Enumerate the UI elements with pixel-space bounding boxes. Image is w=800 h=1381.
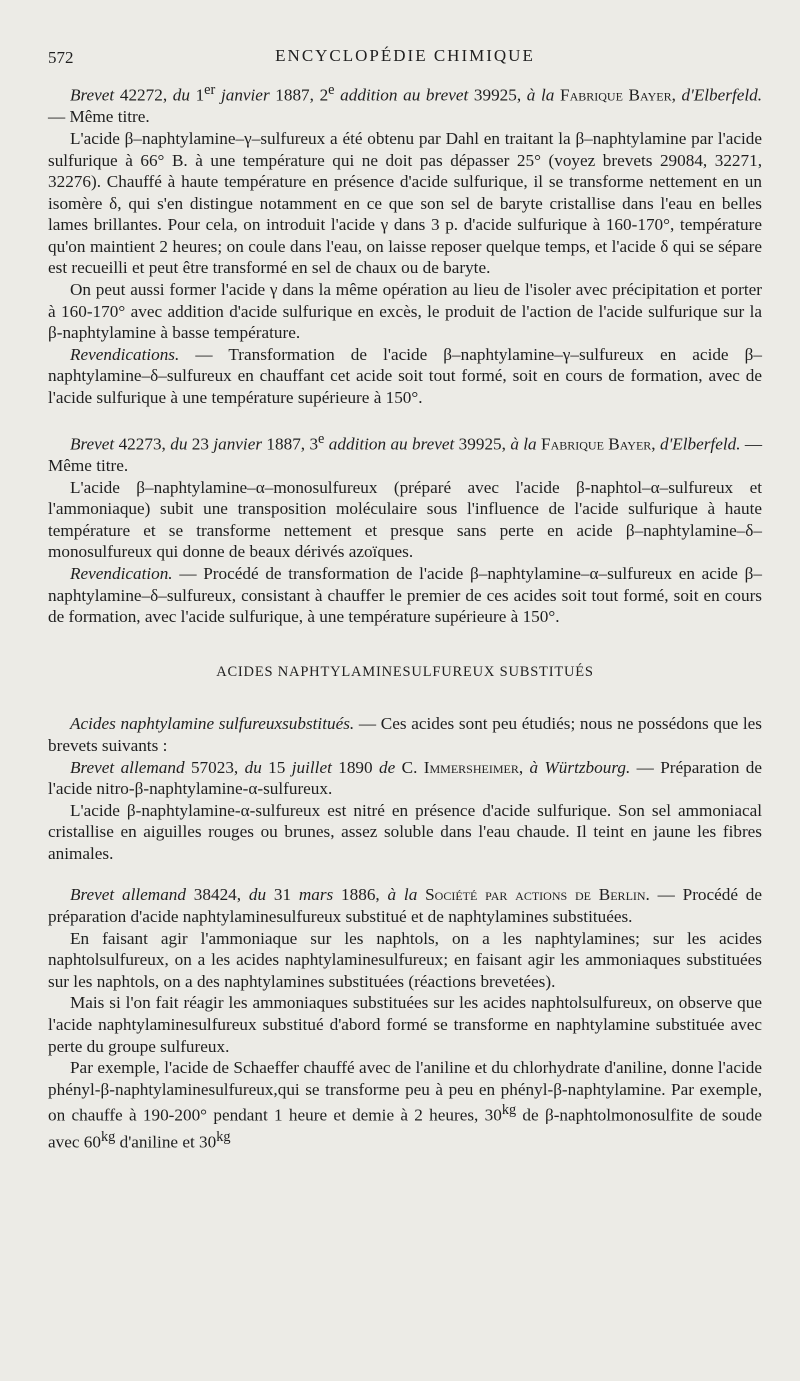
page-number: 572 xyxy=(48,48,74,67)
heading-part: 42273, xyxy=(118,434,171,454)
patent-entry xyxy=(48,429,762,628)
heading-part: Société par actions de Berlin. xyxy=(425,885,658,905)
body-paragraph: On peut aussi former l'acide γ dans la même opération au lieu de l'isoler avec précipitation et porter à 160-170° avec addition d'acide sulfurique en excès, le produit de l'action de l'acide sulfurique sur la β-naphtylamine à basse température. xyxy=(48,280,762,343)
heading-part: juillet xyxy=(291,757,339,777)
heading-part: C. xyxy=(401,757,424,777)
heading-part: 23 xyxy=(191,434,214,454)
patent-heading xyxy=(48,80,762,128)
intro-text: — Ces acides sont peu étudiés; nous ne possédons que les brevets suivants : xyxy=(48,714,762,755)
section-title: ACIDES NAPHTYLAMINESULFUREUX SUBSTITUÉS xyxy=(216,663,594,680)
claim-paragraph xyxy=(48,563,762,628)
heading-part: 38424, xyxy=(193,885,249,905)
body-paragraph: Par exemple, l'acide de Schaeffer chauffé avec de l'aniline et du chlorhydrate d'aniline, donne l'acide phényl-β-naphtylaminesulfureux,qui se transforme peu à peu en phényl-β-naphtylamine. Par exemple, on chauffe à 190-200° pendant 1 heure et demie à 2 heures, $30^{kg}$ de β-naphtolmonosulfite de soude avec $60^{kg}$ d'aniline et $30^{kg}$ xyxy=(48,1058,762,1152)
body-paragraph: En faisant agir l'ammoniaque sur les naphtols, on a les naphtylamines; sur les acides naphtolsulfureux, on a les acides naphtylaminesulfureux; en faisant agir les ammoniaques substituées sur les naphtols, on a des naphtylamines substituées (réactions brevetées). xyxy=(48,928,762,991)
heading-part: Immersheimer, xyxy=(423,757,530,777)
heading-part: à la xyxy=(387,885,426,905)
heading-part: addition au brevet xyxy=(334,85,474,105)
heading-part: e xyxy=(328,82,335,98)
heading-part: e xyxy=(318,430,325,447)
body-paragraph: L'acide β–naphtylamine–α–monosulfureux (préparé avec l'acide β-naphtol–α–sulfureux et l'ammoniaque) subit une transposition moléculaire sous l'influence de l'acide sulfurique à haute température et se transforme nettement et presque sans perte en acide β–naphtylamine–δ–monosulfureux qui donne de beaux dérivés azoïques. xyxy=(48,477,762,562)
heading-part: du xyxy=(172,85,196,105)
heading-part: janvier xyxy=(213,434,267,454)
heading-part: du xyxy=(248,885,274,905)
page-header xyxy=(48,36,762,66)
heading-part: à la xyxy=(526,85,561,105)
heading-part: mars xyxy=(298,885,342,905)
patent-entry xyxy=(48,757,762,865)
heading-part: 57023, xyxy=(190,757,245,777)
heading-part: er xyxy=(204,82,216,98)
section-intro xyxy=(48,713,762,756)
heading-part: à Würtzbourg. xyxy=(529,757,637,777)
claim-label: Revendications. xyxy=(70,344,180,364)
body-paragraph: L'acide β–naphtylamine–γ–sulfureux a été obtenu par Dahl en traitant la β–naphtylamine par l'acide sulfurique à 66° B. à une température qui ne doit pas dépasser 25° (voyez brevets 29084, 32271, 32276). Chauffé à haute température en présence d'acide sulfurique, il se transforme nettement en un isomère δ, qui s'en distingue notamment en ce que son sel de baryte cristallise dans l'eau en belles lames brillantes. Pour cela, on introduit l'acide γ dans 3 p. d'acide sulfurique à 160-170°, température qu'on maintient 2 heures; on coule dans l'eau, on laisse reposer quelque temps, et l'acide δ qui se sépare est recueilli et peut être transformé en sel de chaux ou de baryte. xyxy=(48,128,762,278)
page-body xyxy=(48,80,762,1153)
heading-part: Fabrique Bayer, xyxy=(541,434,660,454)
heading-part: de xyxy=(379,757,402,777)
heading-part: 15 xyxy=(268,757,292,777)
claim-text: — Transformation de l'acide β–naphtylamine–γ–sulfureux en acide β–naphtylamine–δ–sulfureux en chauffant cet acide soit tout formé, soit en cours de formation, avec de l'acide sulfurique à une température supérieure à 150°. xyxy=(48,344,762,408)
body-paragraph: Mais si l'on fait réagir les ammoniaques substituées sur les acides naphtolsulfureux, on observe que l'acide naphtylaminesulfureux substitué d'abord formé se transforme en naphtylamine substituée avec perte du groupe sulfureux. xyxy=(48,993,762,1056)
claim-text: — Procédé de transformation de l'acide β–naphtylamine–α–sulfureux en acide β–naphtylamine–δ–sulfureux, consistant à chauffer le premier de ces acides soit tout formé, soit en cours de formation, avec l'acide sulfurique, à une température supérieure à 150°. xyxy=(48,563,762,627)
heading-part: — Même titre. xyxy=(48,434,763,475)
patent-heading xyxy=(48,429,762,477)
heading-part: à la xyxy=(510,434,542,454)
patent-entry xyxy=(48,884,762,1153)
heading-part: — Préparation de l'acide nitro-β-naphtylamine-α-sulfureux. xyxy=(48,757,763,799)
patent-entry xyxy=(48,80,762,409)
heading-part: 39925, xyxy=(473,85,527,105)
heading-part: — Procédé de préparation d'acide naphtylaminesulfureux substitué et de naphtylamines substituées. xyxy=(48,885,763,927)
heading-part: Fabrique Bayer, xyxy=(560,85,682,105)
patent-list-1 xyxy=(48,80,762,628)
claim-paragraph xyxy=(48,344,762,409)
heading-part: addition au brevet xyxy=(324,434,459,454)
heading-part: d'Elberfeld. xyxy=(659,434,745,454)
heading-part: 1 xyxy=(195,85,205,105)
heading-part: 39925, xyxy=(458,434,511,454)
heading-part: du xyxy=(244,757,269,777)
heading-part: d'Elberfeld. xyxy=(681,85,763,105)
heading-part: 1887, 2 xyxy=(275,85,329,105)
patent-list-2 xyxy=(48,757,762,1154)
heading-part: du xyxy=(170,434,192,454)
heading-part: 31 xyxy=(273,885,299,905)
patent-heading xyxy=(48,757,762,800)
heading-part: 1886, xyxy=(341,885,388,905)
heading-part: janvier xyxy=(215,85,276,105)
patent-heading xyxy=(48,884,762,927)
heading-part: Brevet xyxy=(70,85,120,105)
claim-label: Revendication. xyxy=(70,563,173,583)
heading-part: Brevet allemand xyxy=(70,757,191,777)
body-paragraph: L'acide β-naphtylamine-α-sulfureux est nitré en présence d'acide sulfurique. Son sel ammoniacal cristallise en aiguilles rouges ou brunes, assez soluble dans l'eau chaude. Il teint en jaune les fibres animales. xyxy=(48,800,762,863)
heading-part: 1887, 3 xyxy=(266,434,319,454)
heading-part: 42272, xyxy=(119,85,173,105)
heading-part: 1890 xyxy=(338,757,379,777)
intro-label: Acides naphtylamine sulfureuxsubstitués. xyxy=(70,714,355,734)
heading-part: — Même titre. xyxy=(48,107,150,127)
heading-part: Brevet xyxy=(70,434,119,454)
heading-part: Brevet allemand xyxy=(70,885,194,905)
running-title: ENCYCLOPÉDIE CHIMIQUE xyxy=(275,46,535,65)
